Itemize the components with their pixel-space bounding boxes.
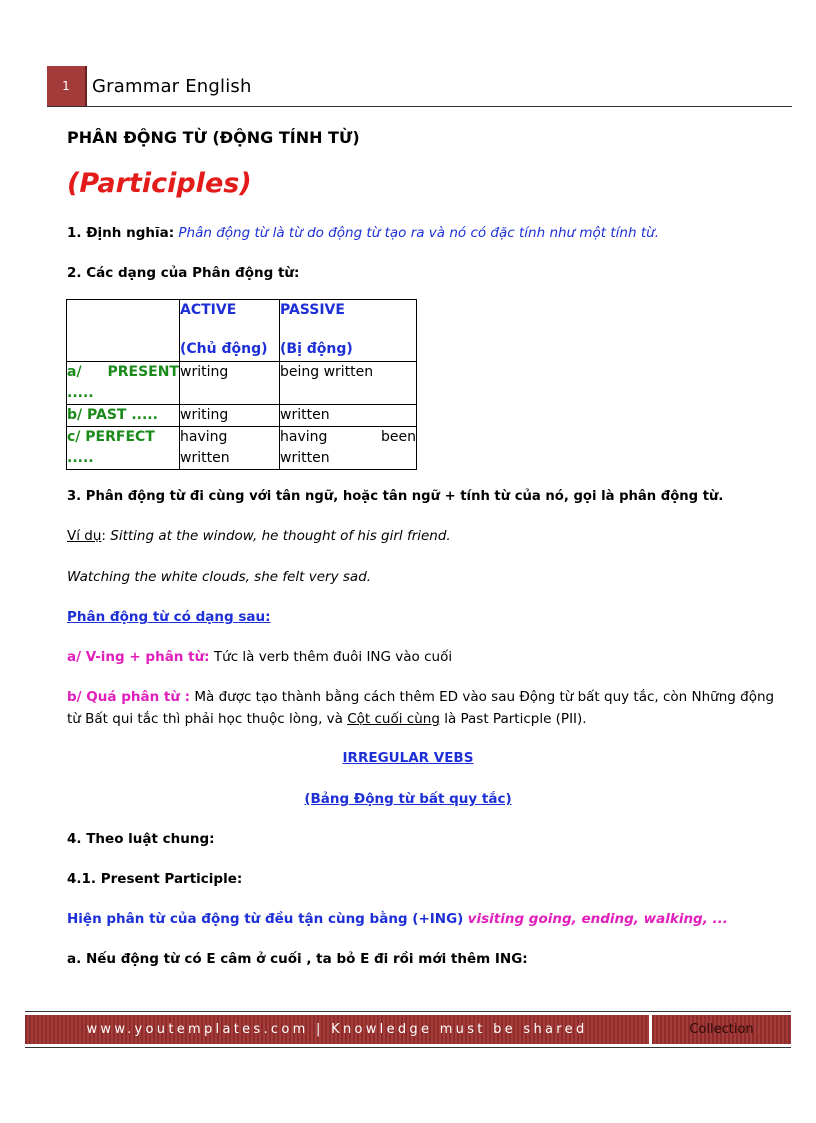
row-label: b/ PAST .....: [67, 405, 180, 427]
active-label: ACTIVE: [180, 302, 237, 318]
form-b-label: b/ Quá phân từ :: [67, 689, 191, 705]
table-corner-cell: [67, 300, 180, 362]
page-number-badge: 1: [47, 66, 87, 106]
header-divider: [47, 106, 792, 107]
page-subtitle: (Participles): [67, 168, 252, 199]
row-label: [67, 362, 180, 405]
participle-forms-table: [66, 299, 417, 470]
forms-link[interactable]: Phân động từ có dạng sau:: [67, 609, 271, 625]
section4-heading: 4. Theo luật chung:: [67, 831, 215, 847]
present-rule-examples: visiting going, ending, walking, ...: [467, 911, 728, 927]
table-header-row: [67, 300, 417, 362]
present-rule-line: [67, 911, 728, 927]
row-active: writing: [180, 405, 280, 427]
table-row: [67, 427, 417, 470]
form-b-line-1: [67, 689, 774, 705]
row-passive: having been written: [280, 427, 417, 470]
definition-text: Phân động từ là từ do động từ tạo ra và nó có đặc tính như một tính từ.: [178, 225, 659, 241]
row-passive: being written: [280, 362, 417, 405]
passive-label: PASSIVE: [280, 302, 345, 318]
active-sub: (Chủ động): [180, 341, 268, 357]
example-line-1: Ví dụ: Sitting at the window, he thought of his girl friend.: [67, 528, 451, 544]
header-title: Grammar English: [92, 76, 252, 97]
example-text-2: Watching the white clouds, she felt very sad.: [67, 569, 372, 585]
table-row: [67, 362, 417, 405]
footer-divider-bottom: [25, 1047, 791, 1048]
form-b-line-2: [67, 711, 587, 727]
row-active: writing: [180, 362, 280, 405]
row-label: c/ PERFECT .....: [67, 427, 180, 470]
active-header-cell: [180, 300, 280, 362]
rule-a: a. Nếu động từ có E câm ở cuối , ta bỏ E đi rồi mới thêm ING:: [67, 951, 528, 967]
form-a-label: a/ V-ing + phân từ:: [67, 649, 210, 665]
irregular-link-wrap: [0, 750, 816, 766]
passive-sub: (Bị động): [280, 341, 353, 357]
example-label: Ví dụ: [67, 528, 102, 544]
page-title: PHÂN ĐỘNG TỪ (ĐỘNG TÍNH TỪ): [67, 128, 360, 147]
form-b-text-2b: là Past Particple (PII).: [444, 711, 587, 727]
section2-heading: 2. Các dạng của Phân động từ:: [67, 265, 300, 281]
row-label-dots: .....: [67, 385, 94, 401]
row-passive: written: [280, 405, 417, 427]
definition-line: [67, 225, 659, 241]
present-rule-text: Hiện phân từ của động từ đều tận cùng bằng (+ING): [67, 911, 464, 927]
form-b-text-1: Mà được tạo thành bằng cách thêm ED vào sau Động từ bất quy tắc, còn Những động: [194, 689, 775, 705]
form-b-text-2a: từ Bất qui tắc thì phải học thuộc lòng, và: [67, 711, 343, 727]
row-label-part: PRESENT: [107, 364, 179, 380]
footer-collection: Collection: [652, 1015, 791, 1044]
row-label-part: a/: [67, 364, 82, 380]
passive-header-cell: [280, 300, 417, 362]
form-b-text-2-underline: Cột cuối cùng: [347, 711, 440, 727]
definition-label: 1. Định nghĩa:: [67, 225, 175, 241]
section41-heading: 4.1. Present Participle:: [67, 871, 243, 887]
irregular-verbs-table-link[interactable]: (Bảng Động từ bất quy tắc): [304, 791, 512, 807]
irregular-sub-link-wrap: [0, 791, 816, 807]
irregular-verbs-link[interactable]: IRREGULAR VEBS: [342, 750, 474, 766]
section3-heading: 3. Phân động từ đi cùng với tân ngữ, hoặc tân ngữ + tính từ của nó, gọi là phân động từ.: [67, 489, 724, 504]
row-active: having written: [180, 427, 280, 470]
footer-divider-top: [25, 1011, 791, 1012]
footer-site-bar: www.youtemplates.com | Knowledge must be shared: [25, 1015, 649, 1044]
form-a-line: [67, 649, 452, 665]
form-a-text: Tức là verb thêm đuôi ING vào cuối: [213, 649, 453, 665]
table-row: [67, 405, 417, 427]
example-text-1: Sitting at the window, he thought of his girl friend.: [110, 528, 451, 544]
